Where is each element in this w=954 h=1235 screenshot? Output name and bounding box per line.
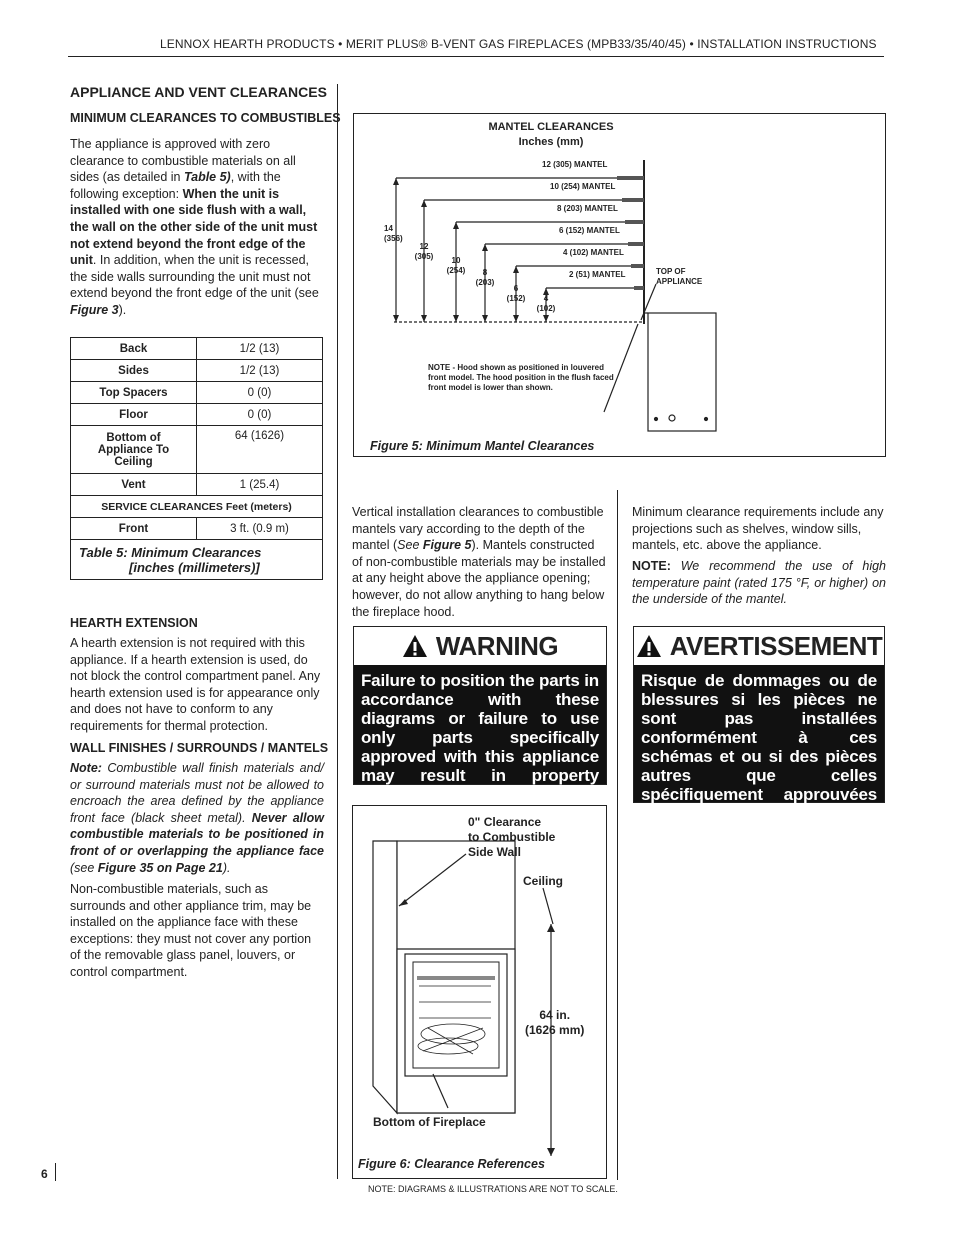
- bottom-of-fireplace-label: Bottom of Fireplace: [373, 1115, 486, 1129]
- intro-table-ref: Table 5): [183, 170, 231, 185]
- paint-note-text: We recommend the use of high temperature paint (rated 175 °F, or higher) on the underside of the mantel.: [632, 559, 886, 607]
- table-caption-line-2: [inches (millimeters)]: [129, 559, 260, 575]
- intro-figure-ref: Figure 3: [70, 302, 119, 317]
- note-bold-text: Never allow combustible materials to be positioned in front of or overlapping the appliance face: [70, 810, 324, 858]
- row-value: 0 (0): [197, 404, 323, 426]
- section-title: APPLIANCE AND VENT CLEARANCES: [70, 84, 327, 100]
- mantel-label: 2 (51) MANTEL: [569, 270, 626, 279]
- row-key: Front: [71, 518, 197, 540]
- mantel-label: 12 (305) MANTEL: [542, 160, 608, 169]
- row-value: 64 (1626): [197, 426, 323, 474]
- avertissement-box: [633, 626, 885, 842]
- avertissement-body: Risque de dommages ou de blessures si les pièces ne sont pas installées conformément à ces schémas et ou si des pièces autres que celles spécifiquement approuvées avec cet appareil sont utilisées.: [634, 665, 884, 802]
- hearth-extension-text: A hearth extension is not required with this appliance. If a hearth extension is used, do not block the control compartment panel. Any hearth extension used is for appearance only and does not have to conform to any requirements for thermal protection.: [70, 636, 321, 733]
- mantel-label: 6 (152) MANTEL: [559, 226, 620, 235]
- table-row: [71, 518, 323, 540]
- note-end: ).: [222, 860, 231, 875]
- figure-6-frame: [352, 805, 607, 1179]
- warning-triangle-icon: [636, 634, 662, 658]
- table-row: [71, 426, 323, 474]
- page-number: 6: [41, 1167, 48, 1181]
- row-value: 0 (0): [197, 382, 323, 404]
- mantel-label: 8 (203) MANTEL: [557, 204, 618, 213]
- clearance-table: [70, 337, 323, 580]
- avertissement-title: AVERTISSEMENT: [669, 630, 883, 661]
- mantel-paragraph: Vertical installation clearances to combustible mantels vary according to the depth of the mantel (See Figure 5). Mantels constructed of non-combustible materials may be installed at any height above the appliance opening; however, do not allow anything to hang below the fireplace hood.: [352, 505, 606, 619]
- non-combustible-text: Non-combustible materials, such as surrounds and other appliance trim, may be installed on the appliance face with these exceptions: they must not cover any portion of the removable glass panel, louvers, or control compartment.: [70, 882, 312, 979]
- mantel-label: 4 (102) MANTEL: [563, 248, 624, 257]
- paint-note: [632, 558, 886, 608]
- intro-text-3: . In addition, when the unit is recessed, the side walls surrounding the unit must not extend beyond the front edge of the unit (see: [70, 253, 319, 301]
- row-key: Sides: [71, 360, 197, 382]
- height-label: 10 (254): [446, 256, 466, 275]
- table-row: [71, 382, 323, 404]
- height-label: 8 (203): [475, 268, 495, 287]
- intro-bold-text: When the unit is installed with one side flush with a wall, the wall on the other side of the unit must not extend beyond the front edge of the unit: [70, 186, 318, 268]
- column-divider-2: [617, 490, 618, 1180]
- row-value: 1/2 (13): [197, 360, 323, 382]
- row-key: Bottom of Appliance To Ceiling: [71, 426, 197, 474]
- wall-finishes-note: [70, 760, 324, 876]
- height-label: 14 (356): [384, 224, 403, 243]
- table-caption-line-1: Table 5: Minimum Clearances: [79, 544, 262, 560]
- note-text: Combustible wall finish materials and/ or surround materials must not be allowed to encroach the area defined by the appliance front face (black sheet metal).: [70, 761, 324, 825]
- table-row: [71, 338, 323, 360]
- note-see: (see: [70, 860, 98, 875]
- note-label: Note:: [70, 761, 102, 775]
- table-row: [71, 474, 323, 496]
- row-value: 1/2 (13): [197, 338, 323, 360]
- mantel-label: 10 (254) MANTEL: [550, 182, 616, 191]
- left-page-rule: [55, 1163, 56, 1181]
- top-of-appliance-label: TOP OF APPLIANCE: [656, 267, 703, 286]
- column-divider-1: [337, 84, 338, 1179]
- warning-box: [353, 626, 607, 804]
- projections-paragraph: Minimum clearance requirements include any projections such as shelves, window sills, mantels, etc. above the appliance.: [632, 505, 884, 553]
- figure-6-caption: Figure 6: Clearance References: [358, 1157, 545, 1171]
- height-label: 4 (102): [536, 294, 556, 313]
- intro-text-1: The appliance is approved with zero clearance to combustible materials on all sides (as detailed in: [70, 137, 296, 185]
- intro-paragraph: [70, 136, 324, 319]
- row-value: 1 (25.4): [197, 474, 323, 496]
- figure-5-title: MANTEL CLEARANCES: [488, 121, 614, 133]
- intro-text-2: , with the following exception:: [70, 170, 281, 201]
- header-rule: [68, 56, 884, 57]
- wall-finishes-title: WALL FINISHES / SURROUNDS / MANTELS: [70, 741, 329, 755]
- mantel-clearance-diagram: [354, 114, 884, 455]
- row-key: Top Spacers: [71, 382, 197, 404]
- height-label: 12 (305): [414, 242, 434, 261]
- height-64in-label: 64 in. (1626 mm): [525, 1008, 585, 1037]
- hearth-extension-title: HEARTH EXTENSION: [70, 616, 198, 630]
- height-label: 6 (152): [506, 284, 526, 303]
- table-row: [71, 496, 323, 518]
- mantel-figure-ref: Figure 5: [422, 538, 472, 553]
- warning-title: WARNING: [435, 630, 559, 661]
- side-wall-clearance-label: 0" Clearance to Combustible Side Wall: [468, 815, 556, 859]
- table-caption-row: [71, 540, 323, 580]
- warning-triangle-icon: [402, 634, 428, 658]
- service-clearances-header: SERVICE CLEARANCES Feet (meters): [71, 496, 323, 518]
- intro-text-4: ).: [118, 302, 127, 317]
- ceiling-label: Ceiling: [523, 874, 564, 888]
- table-row: [71, 404, 323, 426]
- min-clearances-title: MINIMUM CLEARANCES TO COMBUSTIBLES: [70, 111, 341, 125]
- hood-note: NOTE - Hood shown as positioned in louvered front model. The hood position in the flush faced front model is lower than shown.: [428, 363, 614, 392]
- note-figure-ref: Figure 35 on Page 21: [97, 860, 223, 875]
- figure-5-frame: [353, 113, 886, 457]
- footer-note: NOTE: DIAGRAMS & ILLUSTRATIONS ARE NOT TO SCALE.: [368, 1184, 618, 1194]
- figure-5-caption: Figure 5: Minimum Mantel Clearances: [370, 439, 595, 453]
- row-key: Floor: [71, 404, 197, 426]
- table-row: [71, 360, 323, 382]
- row-value: 3 ft. (0.9 m): [197, 518, 323, 540]
- paint-note-label: NOTE:: [632, 559, 671, 573]
- row-key: Back: [71, 338, 197, 360]
- page-header: LENNOX HEARTH PRODUCTS • MERIT PLUS® B-VENT GAS FIREPLACES (MPB33/35/40/45) • INSTALLATION INSTRUCTIONS: [160, 37, 877, 51]
- figure-5-subtitle: Inches (mm): [518, 136, 584, 148]
- warning-body: Failure to position the parts in accordance with these diagrams or failure to use only parts specifically approved with this appliance may result in property damage or personal injury.: [354, 665, 606, 784]
- row-key: Vent: [71, 474, 197, 496]
